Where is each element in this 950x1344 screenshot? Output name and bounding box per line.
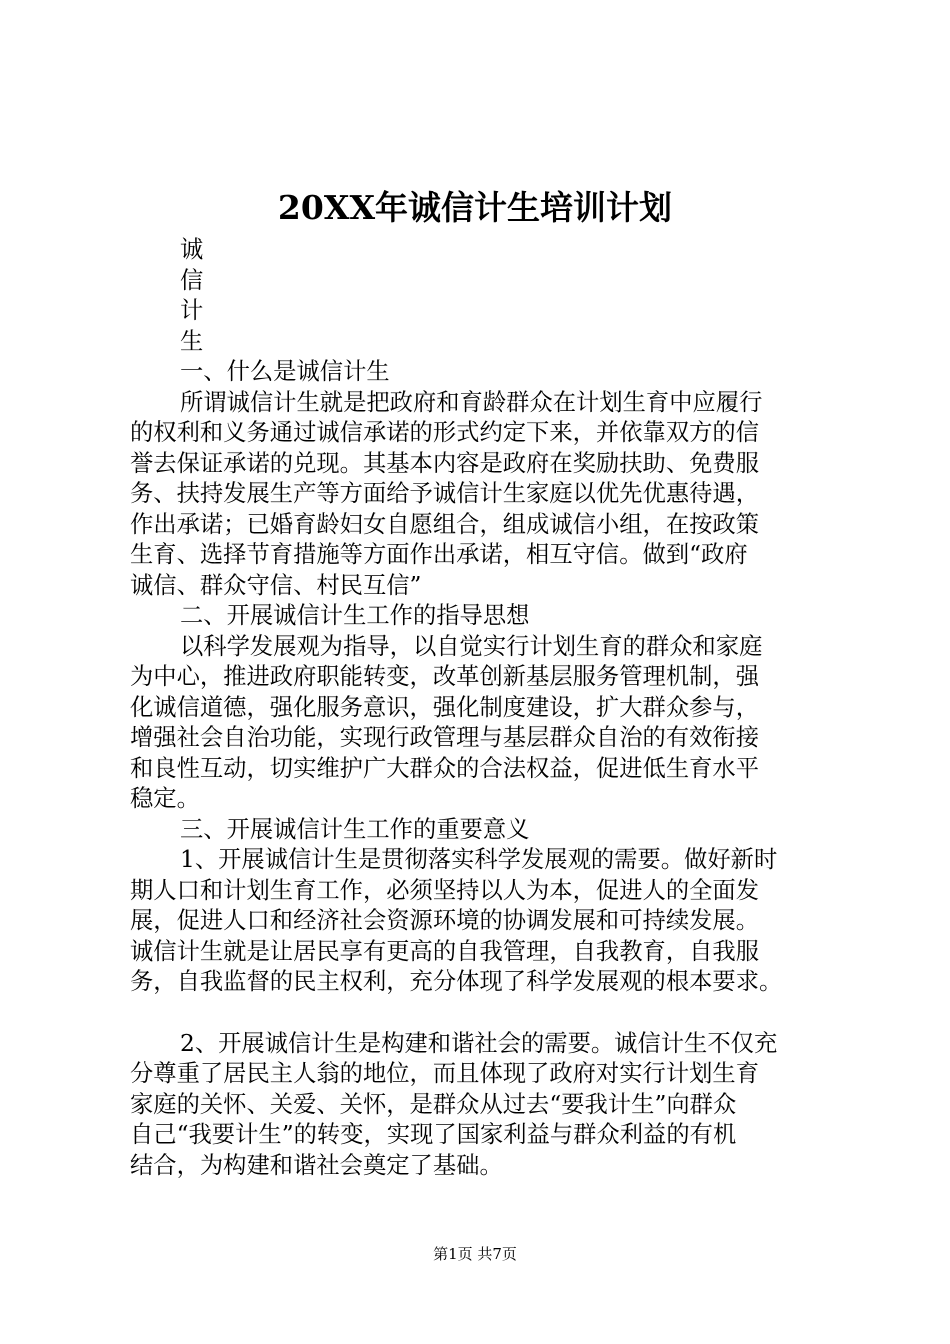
text-line: 诚信、群众守信、村民互信” <box>130 571 422 599</box>
text-line: 二、开展诚信计生工作的指导思想 <box>180 602 530 629</box>
text-line: 务、扶持发展生产等方面给予诚信计生家庭以优先优惠待遇， <box>130 480 760 507</box>
text-line: 期人口和计划生育工作，必须坚持以人为本，促进人的全面发 <box>130 876 760 904</box>
text-line: 生育、选择节育措施等方面作出承诺，相互守信。做到“政府 <box>130 541 748 568</box>
text-line: 展，促进人口和经济社会资源环境的协调发展和可持续发展。 <box>130 907 760 934</box>
text-line: 化诚信道德，强化服务意识，强化制度建设，扩大群众参与， <box>130 693 760 721</box>
text-line: 为中心，推进政府职能转变，改革创新基层服务管理机制，强 <box>130 663 760 690</box>
text-line: 分尊重了居民主人翁的地位，而且体现了政府对实行计划生育 <box>130 1060 760 1087</box>
text-line: 增强社会自治功能，实现行政管理与基层群众自治的有效衔接 <box>130 724 760 751</box>
text-line: 2、开展诚信计生是构建和谐社会的需要。诚信计生不仅充 <box>180 1029 778 1057</box>
vertical-char: 诚 <box>180 236 204 263</box>
paragraph-lines <box>130 357 830 1181</box>
text-line: 一、什么是诚信计生 <box>180 358 390 385</box>
text-line: 稳定。 <box>130 785 200 812</box>
document-body <box>130 235 830 1181</box>
text-line: 家庭的关怀、关爱、关怀，是群众从过去“要我计生”向群众 <box>130 1090 737 1118</box>
text-line: 三、开展诚信计生工作的重要意义 <box>180 815 530 843</box>
text-line: 结合，为构建和谐社会奠定了基础。 <box>130 1151 503 1179</box>
text-line: 诚信计生就是让居民享有更高的自我管理，自我教育，自我服 <box>130 937 760 965</box>
text-line: 以科学发展观为指导，以自觉实行计划生育的群众和家庭 <box>180 632 763 660</box>
text-line: 和良性互动，切实维护广大群众的合法权益，促进低生育水平 <box>130 754 760 782</box>
text-line: 所谓诚信计生就是把政府和育龄群众在计划生育中应履行 <box>180 388 763 416</box>
paragraph-gap <box>130 998 830 1029</box>
page-footer: 第1页 共7页 <box>433 1245 517 1263</box>
text-line: 务，自我监督的民主权利，充分体现了科学发展观的根本要求。 <box>130 968 783 995</box>
vertical-char: 计 <box>180 297 204 324</box>
text-line: 誉去保证承诺的兑现。其基本内容是政府在奖励扶助、免费服 <box>130 449 760 477</box>
text-line: 的权利和义务通过诚信承诺的形式约定下来，并依靠双方的信 <box>130 419 760 446</box>
vertical-char: 生 <box>180 327 204 355</box>
text-line: 1、开展诚信计生是贯彻落实科学发展观的需要。做好新时 <box>180 846 778 873</box>
vertical-char: 信 <box>180 266 204 294</box>
text-line: 自己“我要计生”的转变，实现了国家利益与群众利益的有机 <box>130 1121 737 1148</box>
document-title: 20XX年诚信计生培训计划 <box>277 188 673 227</box>
text-line: 作出承诺；已婚育龄妇女自愿组合，组成诚信小组，在按政策 <box>130 510 760 538</box>
